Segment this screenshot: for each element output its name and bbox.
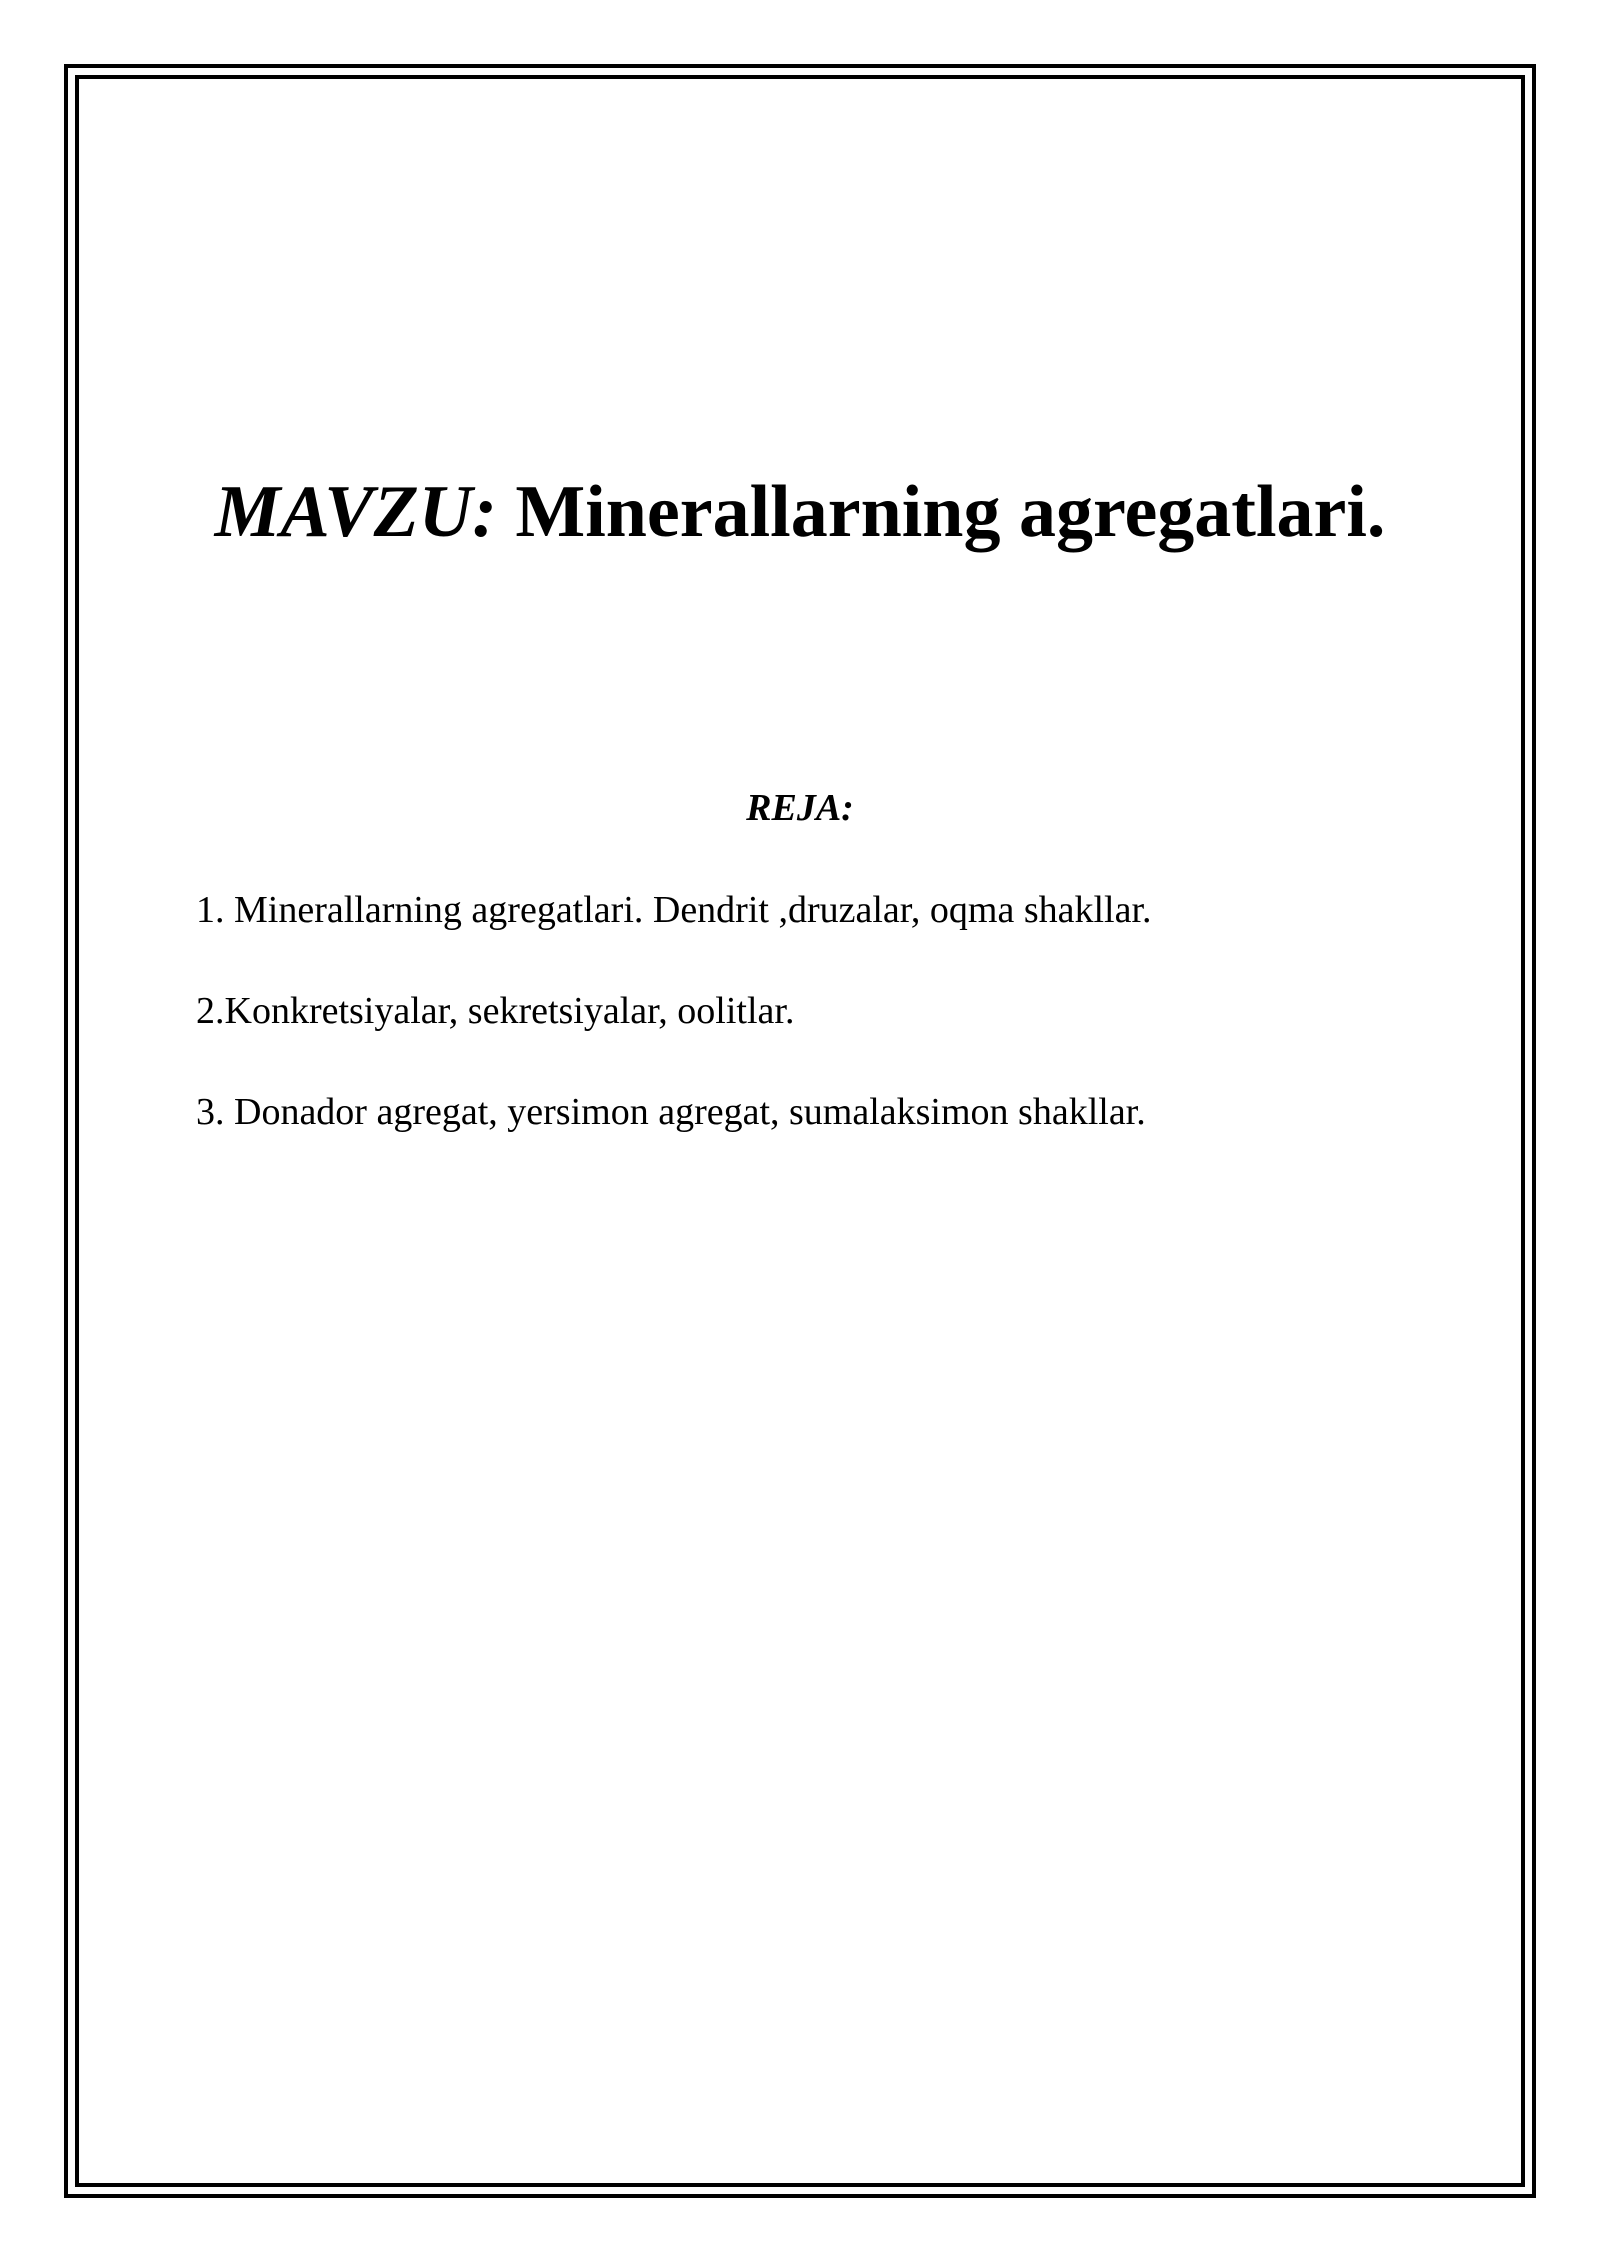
title-text: Minerallarning agregatlari. <box>515 471 1386 553</box>
page-title <box>0 467 1600 557</box>
plan-item: 1. Minerallarning agregatlari. Dendrit ,druzalar, oqma shakllar. <box>196 889 1152 931</box>
plan-item: 3. Donador agregat, yersimon agregat, sumalaksimon shakllar. <box>196 1091 1146 1133</box>
plan-list <box>196 885 1152 1188</box>
title-prefix: MAVZU: <box>214 471 497 553</box>
plan-item: 2.Konkretsiyalar, sekretsiyalar, oolitlar. <box>196 990 795 1032</box>
plan-heading: REJA: <box>746 787 854 829</box>
